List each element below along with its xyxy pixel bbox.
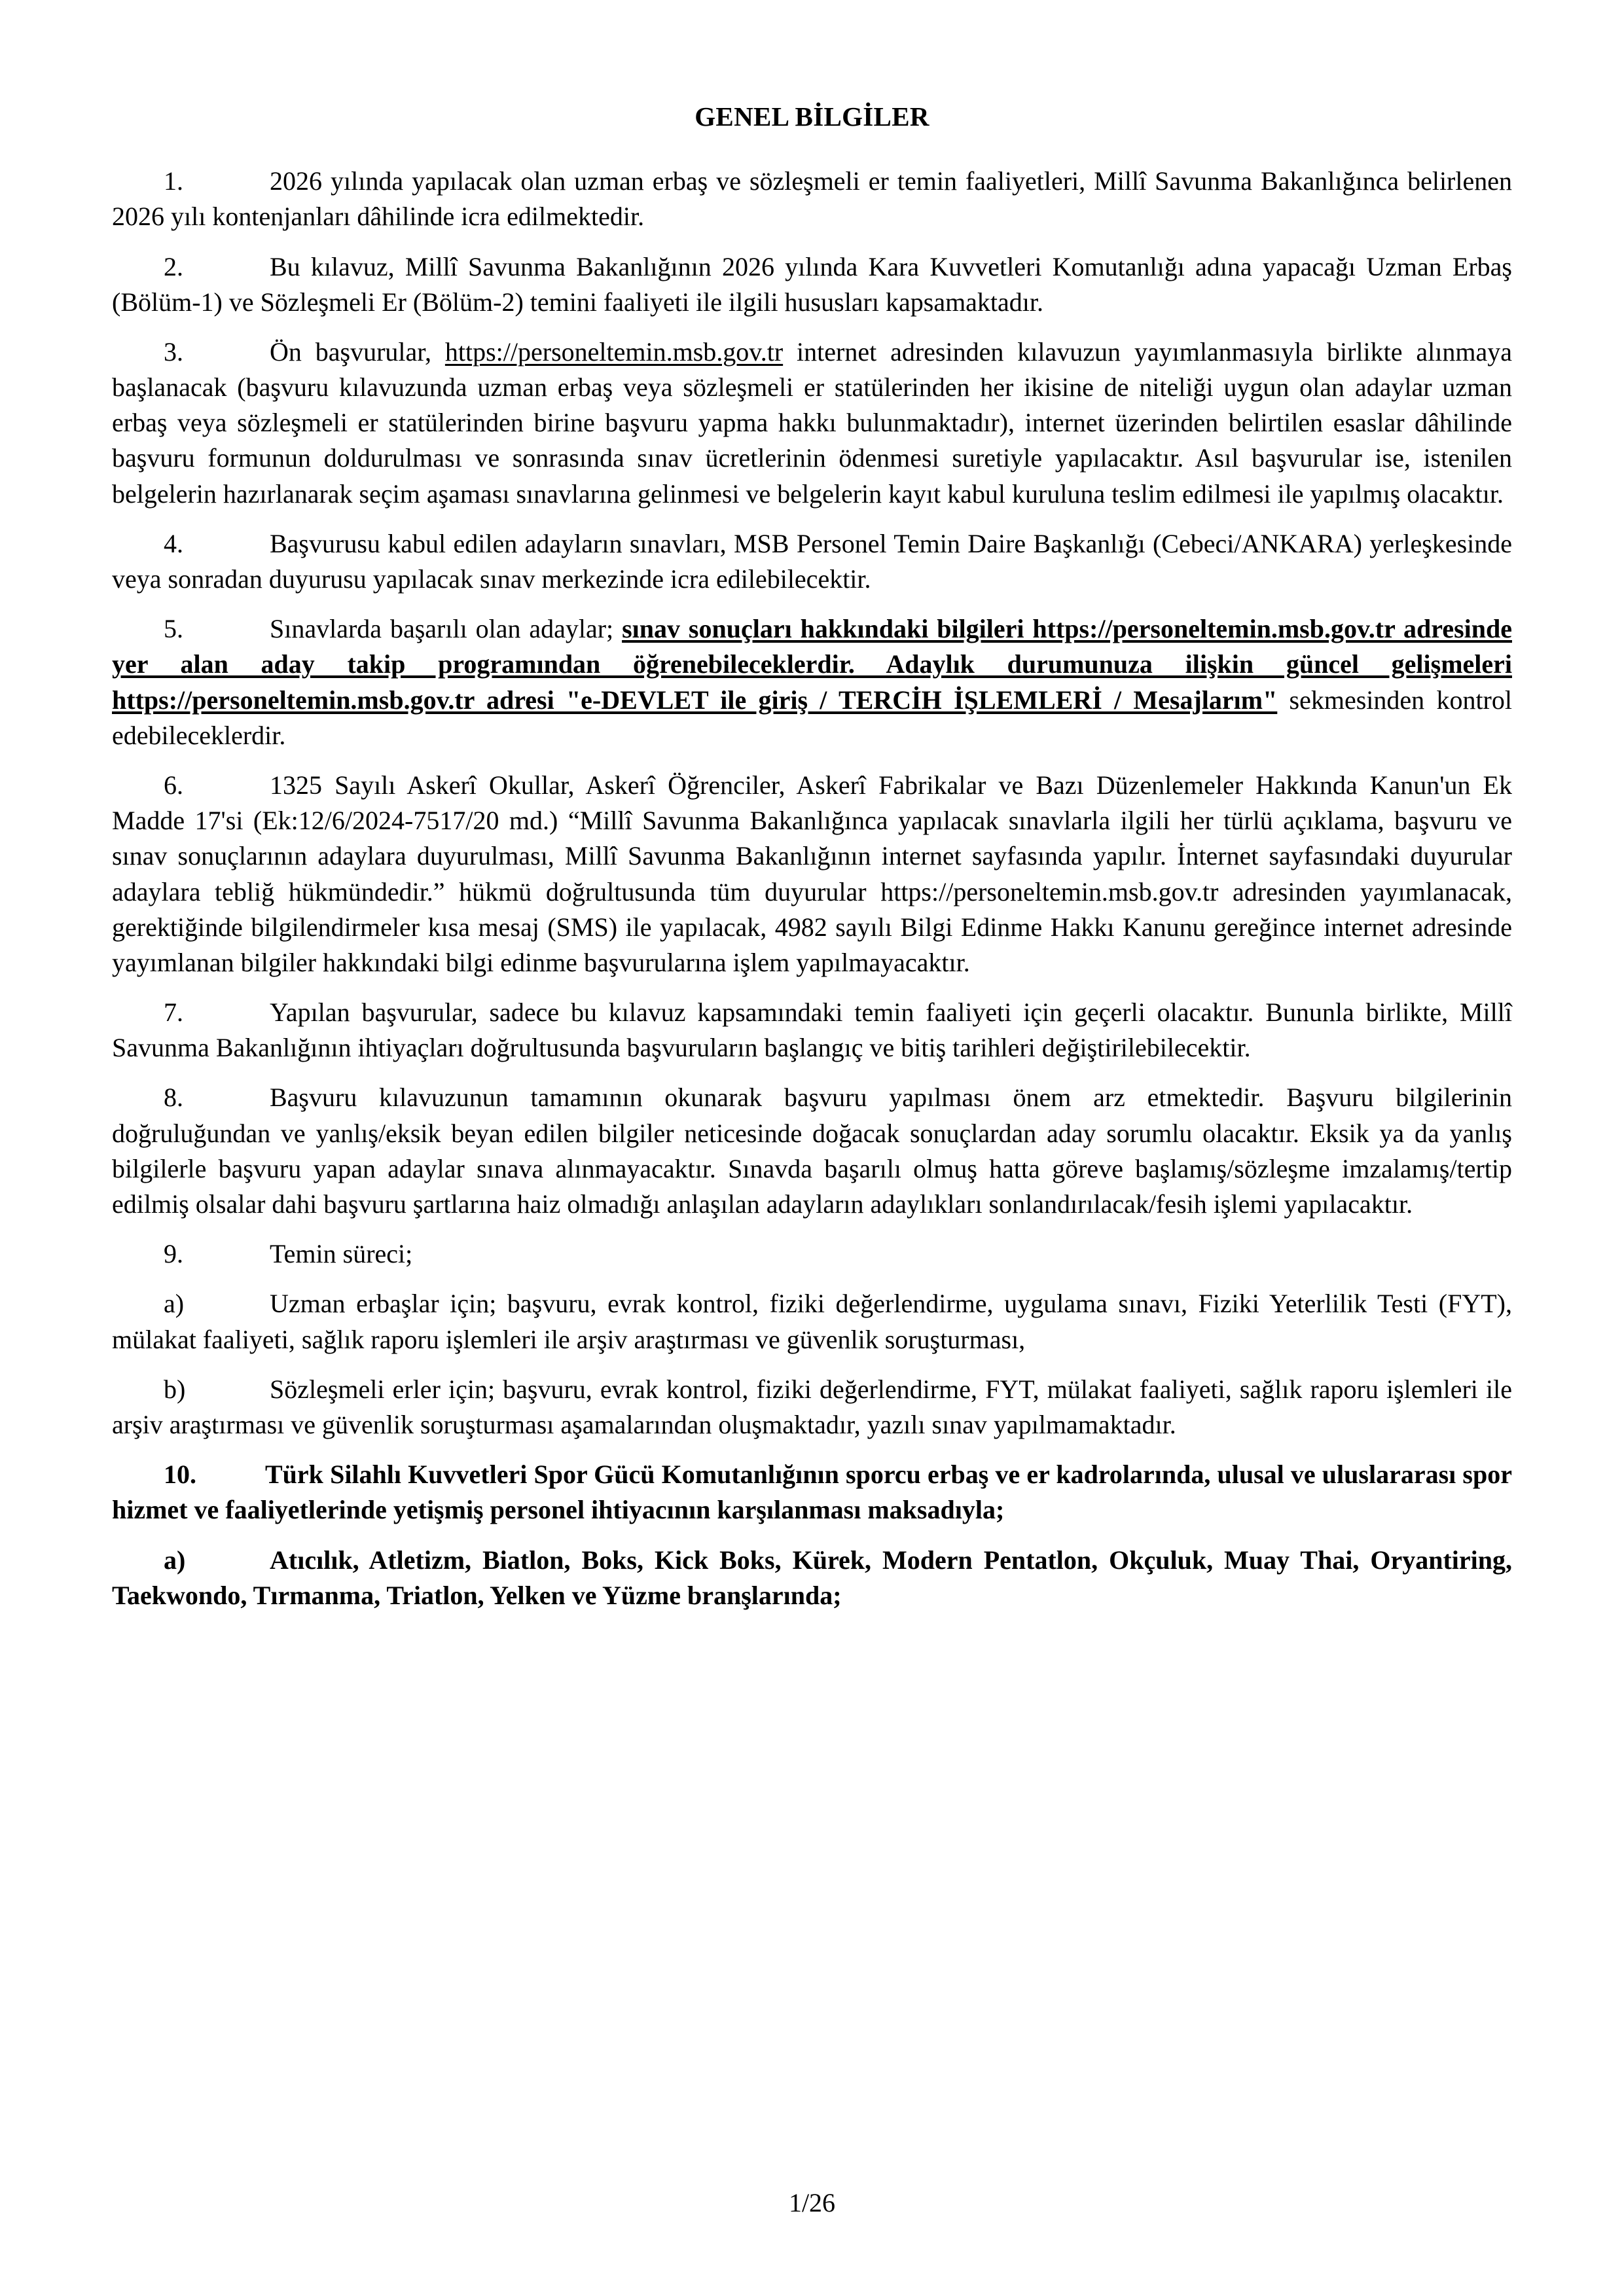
- paragraph-marker: 4.: [164, 528, 183, 558]
- paragraph-marker: 5.: [164, 614, 183, 644]
- paragraph-text: Bu kılavuz, Millî Savunma Bakanlığının 2026 yılında Kara Kuvvetleri Komutanlığı adına yapacağı Uzman Erbaş (Bölüm-1) ve Sözleşmeli Er (Bölüm-2) temini faaliyeti ile ilgili hususları kapsamaktadır.: [112, 251, 1512, 317]
- paragraph-p5: [112, 611, 1512, 753]
- paragraph-text: sınav sonuçları hakkındaki bilgileri https://personeltemin.msb.gov.tr adresinde yer alan aday takip programından öğrenebileceklerdir. Adaylık durumunuza ilişkin güncel gelişmeleri https://personeltemin.msb.gov.tr adresi "e-DEVLET ile giriş / TERCİH İŞLEMLERİ / Mesajlarım": [112, 614, 1512, 715]
- paragraph-marker: 1.: [164, 166, 183, 196]
- paragraph-p1: [112, 164, 1512, 234]
- paragraph-p10a: [112, 1543, 1512, 1613]
- paragraph-text: Yapılan başvurular, sadece bu kılavuz kapsamındaki temin faaliyeti için geçerli olacaktır. Bununla birlikte, Millî Savunma Bakanlığının ihtiyaçları doğrultusunda başvuruların başlangıç ve bitiş tarihleri değiştirilebilecektir.: [112, 997, 1512, 1063]
- paragraph-text: Ön başvurular,: [270, 336, 445, 367]
- paragraph-text: internet adresinden kılavuzun yayımlanmasıyla birlikte alınmaya başlanacak (başvuru kılavuzunda uzman erbaş veya sözleşmeli er statülerinden her ikisine de niteliği uygun olan adaylar uzman erbaş veya sözleşmeli er statülerinden birine başvuru yapma hakkı bulunmaktadır), internet üzerinden belirtilen esaslar dâhilinde başvuru formunun doldurulması ve sonrasında sınav ücretlerinin ödenmesi suretiyle yapılacaktır. Asıl başvurular ise, istenilen belgelerin hazırlanarak seçim aşaması sınavlarına gelinmesi ve belgelerin kayıt kabul kuruluna teslim edilmesi ile yapılmış olacaktır.: [112, 336, 1512, 509]
- paragraph-marker: b): [164, 1374, 186, 1404]
- paragraph-text: Atıcılık, Atletizm, Biatlon, Boks, Kick Boks, Kürek, Modern Pentatlon, Okçuluk, Muay Thai, Oryantiring, Taekwondo, Tırmanma, Triatlon, Yelken ve Yüzme branşlarında;: [112, 1545, 1512, 1610]
- inline-link[interactable]: https://personeltemin.msb.gov.tr: [444, 336, 784, 367]
- paragraph-marker: 6.: [164, 770, 183, 800]
- paragraph-p7: [112, 995, 1512, 1066]
- paragraph-text: Uzman erbaşlar için; başvuru, evrak kontrol, fiziki değerlendirme, uygulama sınavı, Fiziki Yeterlilik Testi (FYT), mülakat faaliyeti, sağlık raporu işlemleri ile arşiv araştırması ve güvenlik soruşturması,: [112, 1289, 1512, 1354]
- paragraph-text: Türk Silahlı Kuvvetleri Spor Gücü Komutanlığının sporcu erbaş ve er kadrolarında, ulusal ve uluslararası spor hizmet ve faaliyetlerinde yetişmiş personel ihtiyacının karşılanması maksadıyla;: [112, 1460, 1512, 1525]
- paragraph-text: Temin süreci;: [270, 1239, 413, 1269]
- page-number: 1/26: [788, 2188, 836, 2217]
- paragraph-marker: 9.: [164, 1239, 183, 1269]
- paragraph-marker: 10.: [164, 1460, 196, 1490]
- paragraph-marker: a): [164, 1545, 186, 1575]
- paragraph-p8: [112, 1080, 1512, 1222]
- document-body: [112, 164, 1512, 1613]
- paragraph-text: Başvuru kılavuzunun tamamının okunarak başvuru yapılması önem arz etmektedir. Başvuru bilgilerinin doğruluğundan ve yanlış/eksik beyan edilen bilgiler neticesinde doğacak sonuçlardan aday sorumlu olacaktır. Eksik ya da yanlış bilgilerle başvuru yapan adaylar sınava alınmayacaktır. Sınavda başarılı olmuş hatta göreve başlamış/sözleşme imzalamış/tertip edilmiş olsalar dahi başvuru şartlarına haiz olmadığı anlaşılan adayların adaylıkları sonlandırılacak/fesih işlemi yapılacaktır.: [112, 1083, 1512, 1219]
- paragraph-marker: 8.: [164, 1083, 183, 1113]
- page-title: GENEL BİLGİLER: [695, 101, 929, 132]
- paragraph-p2: [112, 249, 1512, 320]
- paragraph-marker: 7.: [164, 997, 183, 1028]
- paragraph-text: sekmesinden kontrol edebileceklerdir.: [112, 685, 1512, 750]
- paragraph-text: Sözleşmeli erler için; başvuru, evrak kontrol, fiziki değerlendirme, FYT, mülakat faaliyeti, sağlık raporu işlemleri ile arşiv araştırması ve güvenlik soruşturması aşamalarından oluşmaktadır, yazılı sınav yapılmamaktadır.: [112, 1374, 1512, 1439]
- paragraph-p9a: [112, 1286, 1512, 1357]
- paragraph-p9: [112, 1236, 1512, 1272]
- paragraph-marker: a): [164, 1289, 185, 1319]
- paragraph-text: Başvurusu kabul edilen adayların sınavları, MSB Personel Temin Daire Başkanlığı (Cebeci/ANKARA) yerleşkesinde veya sonradan duyurusu yapılacak sınav merkezinde icra edilebilecektir.: [112, 528, 1512, 594]
- paragraph-p4: [112, 526, 1512, 597]
- paragraph-text: 1325 Sayılı Askerî Okullar, Askerî Öğrenciler, Askerî Fabrikalar ve Bazı Düzenlemeler Hakkında Kanun'un Ek Madde 17'si (Ek:12/6/2024-7517/20 md.) “Millî Savunma Bakanlığınca yapılacak sınavlarla ilgili her türlü açıklama, başvuru ve sınav sonuçlarının adaylara duyurulması, Millî Savunma Bakanlığının internet sayfasında yapılır. İnternet sayfasındaki duyurular adaylara tebliğ hükmündedir.” hükmü doğrultusunda tüm duyurular https://personeltemin.msb.gov.tr adresinden yayımlanacak, gerektiğinde bilgilendirmeler kısa mesaj (SMS) ile yapılacak, 4982 sayılı Bilgi Edinme Hakkı Kanunu gereğince internet adresinde yayımlanan bilgiler hakkındaki bilgi edinme başvurularına işlem yapılmayacaktır.: [112, 770, 1512, 977]
- paragraph-p6: [112, 768, 1512, 980]
- paragraph-text: 2026 yılında yapılacak olan uzman erbaş ve sözleşmeli er temin faaliyetleri, Millî Savunma Bakanlığınca belirlenen 2026 yılı kontenjanları dâhilinde icra edilmektedir.: [112, 166, 1512, 232]
- paragraph-text: Sınavlarda başarılı olan adaylar;: [270, 614, 623, 644]
- paragraph-marker: 3.: [164, 336, 183, 367]
- paragraph-marker: 2.: [164, 251, 183, 281]
- paragraph-p9b: [112, 1372, 1512, 1443]
- paragraph-p3: [112, 334, 1512, 512]
- paragraph-p10: [112, 1457, 1512, 1528]
